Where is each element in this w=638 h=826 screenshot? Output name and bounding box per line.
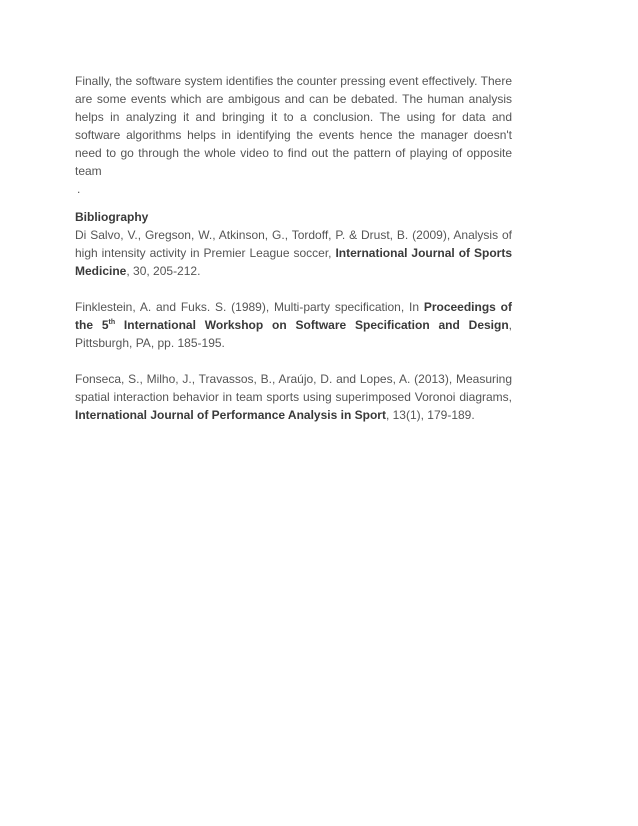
reference-location-pages: , Pittsburgh, PA, pp. 185-195. [75,318,512,350]
reference-journal: International Journal of Performance Analysis in Sport [75,408,386,422]
bibliography-heading: Bibliography [75,210,149,224]
reference-proceedings-part-a: Proceedings of the 5 [75,300,512,332]
reference-authors-title: Fonseca, S., Milho, J., Travassos, B., Araújo, D. and Lopes, A. (2013), Measuring spatial interaction behavior in team sports using superimposed Voronoi diagrams, [75,372,512,404]
reference-volume-pages: , 30, 205-212. [126,264,201,278]
conclusion-paragraph: Finally, the software system identifies the counter pressing event effectively. There are some events which are ambigous and can be debated. The human analysis helps in analyzing it and bringing it to a conclusion. The using for data and software algorithms helps in identifying the events hence the manager doesn't need to go through the whole video to find out the pattern of playing of opposite team [75,74,512,178]
reference-proceedings-part-b: International Workshop on Software Specification and Design [115,318,509,332]
reference-authors-title: Finklestein, A. and Fuks. S. (1989), Multi-party specification, In [75,300,424,314]
reference-item [75,298,512,352]
page-content [75,72,512,442]
stray-period: . [77,182,81,196]
reference-item [75,370,512,424]
reference-item [75,226,512,280]
reference-authors-title: Di Salvo, V., Gregson, W., Atkinson, G., Tordoff, P. & Drust, B. (2009), Analysis of high intensity activity in Premier League soccer, [75,228,512,260]
reference-volume-pages: , 13(1), 179-189. [385,408,475,422]
ordinal-suffix: th [108,319,116,326]
reference-journal: International Journal of Sports Medicine [75,246,513,278]
